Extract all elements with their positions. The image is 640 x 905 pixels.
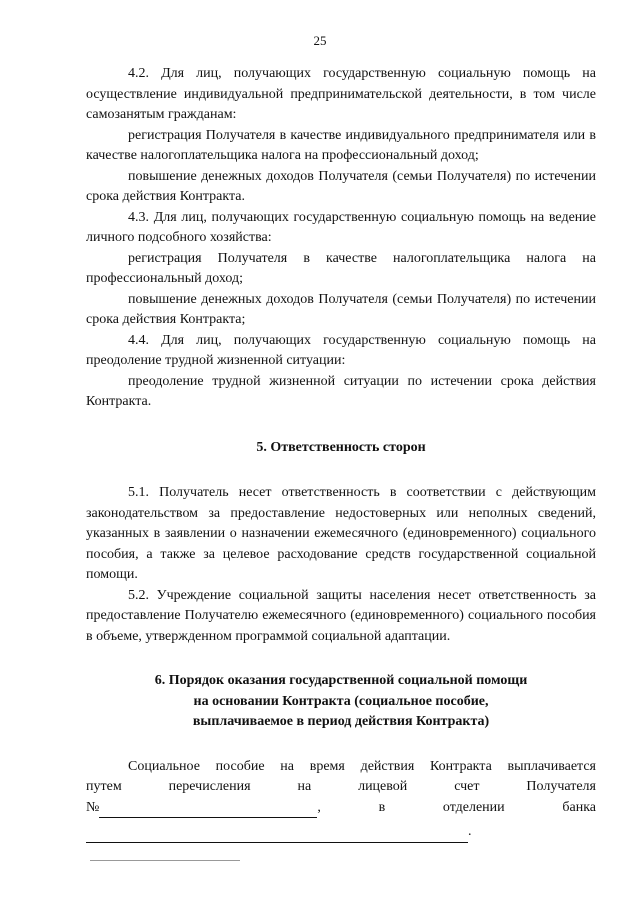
- branch-label: отделении: [442, 799, 505, 815]
- bank-name-blank[interactable]: [86, 830, 468, 843]
- paragraph-5-2: 5.2. Учреждение социальной защиты населения несет ответственность за предоставление Получателю ежемесячного (единовременного) социального пособия в объеме, утвержденном программой социальной адаптации.: [86, 587, 596, 644]
- paragraph-6-start: Социальное пособие на время действия Контракта выплачивается: [128, 758, 596, 774]
- section-6-title-line-1: 6. Порядок оказания государственной социальной помощи: [154, 673, 528, 688]
- word-1: путем: [86, 779, 122, 794]
- section-6-title-line-2: на основании Контракта (социальное пособие,: [193, 693, 489, 709]
- paragraph-4-2-b: повышение денежных доходов Получателя (семьи Получателя) по истечении срока действия Контракта.: [86, 168, 596, 204]
- word-3: на: [297, 779, 312, 794]
- word-4: лицевой: [358, 779, 408, 794]
- paragraph-4-3: 4.3. Для лиц, получающих государственную социальную помощь на ведение личного подсобного хозяйства:: [86, 209, 596, 245]
- paragraph-4-4: 4.4. Для лиц, получающих государственную социальную помощь на преодоление трудной жизненной ситуации:: [86, 332, 596, 368]
- page-number: 25: [313, 33, 327, 48]
- paragraph-6-line-2: [86, 777, 596, 798]
- paragraph-5-1: 5.1. Получатель несет ответственность в соответствии с действующим законодательством за предоставление недостоверных или неполных сведений, указанных в заявлении о назначении ежемесячного (единовременного) социального пособия, а также за целевое расходование средств государственной социальной помощи.: [86, 485, 596, 582]
- end-dot: .: [468, 824, 472, 839]
- in-label: в: [378, 799, 386, 815]
- account-number-group: [86, 798, 321, 819]
- paragraph-4-3-b: повышение денежных доходов Получателя (семьи Получателя) по истечении срока действия Контракта;: [86, 291, 596, 327]
- account-number-blank[interactable]: [99, 805, 317, 818]
- document-body: [86, 64, 596, 843]
- paragraph-4-2-a: регистрация Получателя в качестве индивидуального предпринимателя или в качестве налогоплательщика налога на профессиональный доход;: [86, 127, 596, 163]
- word-5: счет: [454, 779, 480, 794]
- bank-label: банка: [562, 799, 596, 815]
- word-6: Получателя: [526, 779, 596, 794]
- section-5-title: 5. Ответственность сторон: [256, 439, 426, 455]
- paragraph-4-3-a: регистрация Получателя в качестве налогоплательщика налога на профессиональный доход;: [86, 250, 596, 286]
- word-2: перечисления: [168, 779, 251, 794]
- paragraph-6-line-4: [86, 822, 596, 843]
- paragraph-6-line-3: [86, 798, 596, 819]
- section-6-title-line-3: выплачиваемое в период действия Контракта): [192, 714, 490, 729]
- section-6-title: [86, 671, 596, 733]
- paragraph-4-4-a: преодоление трудной жизненной ситуации по истечении срока действия Контракта.: [86, 373, 596, 409]
- number-sign-label: №: [86, 799, 100, 815]
- paragraph-4-2: 4.2. Для лиц, получающих государственную социальную помощь на осуществление индивидуальной предпринимательской деятельности, в том числе самозанятым гражданам:: [86, 66, 596, 122]
- scan-artifact-line: [90, 860, 240, 861]
- comma: ,: [317, 799, 321, 815]
